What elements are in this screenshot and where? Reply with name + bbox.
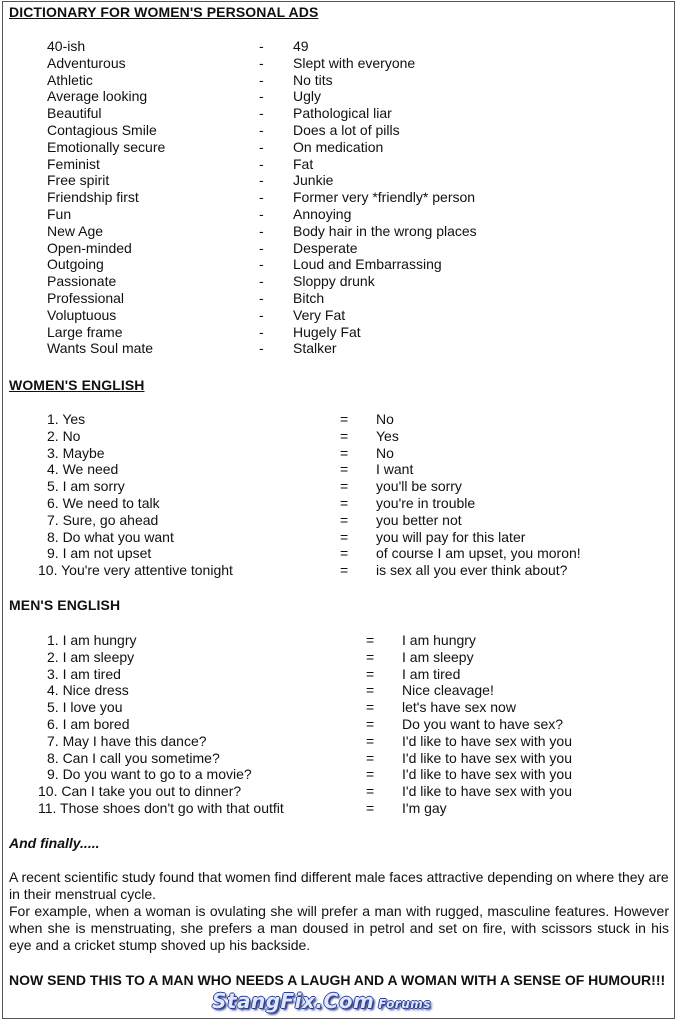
womens-english-sep: = — [340, 528, 349, 545]
womens-english-term: 6. We need to talk — [47, 495, 160, 511]
dictionary-sep: - — [259, 189, 264, 206]
mens-english-term: 2. I am sleepy — [47, 648, 135, 665]
dictionary-sep: - — [259, 71, 264, 88]
womens-english-term: 10. You're very attentive tonight — [38, 562, 233, 579]
dictionary-meaning: Very Fat — [293, 306, 346, 323]
dictionary-term: Adventurous — [47, 54, 126, 71]
dictionary-sep: - — [259, 290, 264, 306]
dictionary-sep: - — [259, 138, 264, 155]
mens-english-term: 8. Can I call you sometime? — [47, 749, 220, 766]
dictionary-sep: - — [259, 323, 264, 340]
paragraph-line: A recent scientific study found that women find different male faces attractive depending on where they are in their menstrual cycle. — [9, 869, 669, 902]
dictionary-meaning: Stalker — [293, 340, 337, 357]
dictionary-meaning: Former very *friendly* person — [293, 189, 476, 206]
womens-english-sep: = — [340, 545, 349, 562]
dictionary-term: Contagious Smile — [47, 122, 157, 138]
dictionary-meaning: Fat — [293, 155, 314, 172]
mens-english-term: 6. I am bored — [47, 716, 130, 732]
mens-english-meaning: I am sleepy — [402, 648, 474, 665]
womens-english-sep: = — [340, 478, 349, 495]
womens-english-sep: = — [340, 461, 349, 478]
dictionary-term: Large frame — [47, 323, 123, 340]
womens-english-sep: = — [340, 427, 349, 444]
womens-english-sep: = — [340, 562, 349, 579]
womens-english-term: 2. No — [47, 427, 81, 444]
dictionary-sep: - — [259, 38, 264, 54]
womens-english-term: 9. I am not upset — [47, 545, 152, 562]
mens-english-meaning: let's have sex now — [402, 699, 516, 716]
womens-english-meaning: you're in trouble — [376, 495, 476, 511]
mens-english-term: 5. I love you — [47, 699, 123, 716]
dictionary-sep: - — [259, 340, 264, 357]
dictionary-term: Professional — [47, 290, 125, 306]
mens-english-meaning: I'd like to have sex with you — [402, 783, 572, 800]
mens-english-sep: = — [366, 800, 375, 816]
mens-english-sep: = — [366, 665, 375, 682]
womens-english-meaning: No — [376, 411, 394, 427]
dictionary-meaning: Loud and Embarrassing — [293, 256, 442, 273]
womens-english-sep: = — [340, 511, 349, 528]
dictionary-term: 40-ish — [47, 38, 86, 54]
dictionary-meaning: Bitch — [293, 290, 325, 306]
mens-english-sep: = — [366, 699, 375, 716]
dictionary-sep: - — [259, 306, 264, 323]
dictionary-sep: - — [259, 239, 264, 256]
womens-english-sep: = — [340, 411, 349, 427]
dictionary-term: Open-minded — [47, 239, 132, 256]
dictionary-meaning: On medication — [293, 138, 384, 155]
dictionary-meaning: Junkie — [293, 172, 334, 189]
womens-english-meaning: you better not — [376, 511, 462, 528]
womens-english-term: 5. I am sorry — [47, 478, 125, 495]
mens-english-sep: = — [366, 749, 375, 766]
dictionary-meaning: Ugly — [293, 88, 322, 105]
dictionary-meaning: Desperate — [293, 239, 358, 256]
womens-english-term: 4. We need — [47, 461, 119, 478]
mens-english-meaning: I'd like to have sex with you — [402, 766, 572, 783]
womens-english-term: 7. Sure, go ahead — [47, 511, 159, 528]
mens-english-sep: = — [366, 648, 375, 665]
dictionary-sep: - — [259, 105, 264, 122]
dictionary-meaning: Body hair in the wrong places — [293, 222, 477, 239]
dictionary-sep: - — [259, 88, 264, 105]
womens-english-term: 1. Yes — [47, 411, 86, 427]
mens-english-term: 11. Those shoes don't go with that outfit — [38, 800, 284, 816]
dictionary-sep: - — [259, 222, 264, 239]
womens-english-term: 8. Do what you want — [47, 528, 174, 545]
dictionary-term: New Age — [47, 222, 104, 239]
dictionary-sep: - — [259, 206, 264, 222]
mens-english-meaning: Nice cleavage! — [402, 682, 494, 699]
dictionary-meaning: Sloppy drunk — [293, 273, 375, 290]
mens-english-heading: MEN'S ENGLISH — [9, 597, 121, 613]
womens-english-meaning: is sex all you ever think about? — [376, 562, 568, 579]
dictionary-sep: - — [259, 122, 264, 138]
womens-english-term: 3. Maybe — [47, 444, 105, 461]
dictionary-term: Friendship first — [47, 189, 139, 206]
mens-english-sep: = — [366, 783, 375, 800]
study-paragraph — [9, 869, 669, 954]
and-finally-heading: And finally..... — [9, 835, 100, 851]
womens-english-sep: = — [340, 495, 349, 511]
dictionary-meaning: No tits — [293, 71, 333, 88]
womens-english-meaning: of course I am upset, you moron! — [376, 545, 581, 562]
mens-english-sep: = — [366, 732, 375, 749]
womens-english-meaning: Yes — [376, 427, 399, 444]
mens-english-term: 1. I am hungry — [47, 632, 137, 648]
mens-english-sep: = — [366, 716, 375, 732]
dictionary-sep: - — [259, 155, 264, 172]
mens-english-term: 3. I am tired — [47, 665, 121, 682]
dictionary-sep: - — [259, 172, 264, 189]
dictionary-meaning: Annoying — [293, 206, 352, 222]
dictionary-meaning: Does a lot of pills — [293, 122, 400, 138]
womens-english-meaning: you'll be sorry — [376, 478, 462, 495]
dictionary-sep: - — [259, 273, 264, 290]
mens-english-meaning: I'm gay — [402, 800, 447, 816]
womens-english-sep: = — [340, 444, 349, 461]
mens-english-sep: = — [366, 766, 375, 783]
dictionary-term: Wants Soul mate — [47, 340, 154, 357]
watermark-main: StangFix.Com — [212, 989, 375, 1013]
mens-english-term: 4. Nice dress — [47, 682, 129, 699]
dictionary-term: Athletic — [47, 71, 93, 88]
dictionary-meaning: Hugely Fat — [293, 323, 361, 340]
dictionary-term: Feminist — [47, 155, 100, 172]
mens-english-sep: = — [366, 632, 375, 648]
mens-english-term: 7. May I have this dance? — [47, 732, 207, 749]
dictionary-term: Outgoing — [47, 256, 104, 273]
page-title: DICTIONARY FOR WOMEN'S PERSONAL ADS — [9, 4, 319, 20]
dictionary-sep: - — [259, 256, 264, 273]
dictionary-sep: - — [259, 54, 264, 71]
dictionary-meaning: Slept with everyone — [293, 54, 416, 71]
watermark-sub: Forums — [378, 997, 431, 1011]
mens-english-meaning: I am tired — [402, 665, 461, 682]
dictionary-term: Average looking — [47, 88, 148, 105]
mens-english-meaning: Do you want to have sex? — [402, 716, 564, 732]
dictionary-term: Fun — [47, 206, 72, 222]
womens-english-heading: WOMEN'S ENGLISH — [9, 377, 145, 393]
mens-english-meaning: I am hungry — [402, 632, 476, 648]
womens-english-meaning: you will pay for this later — [376, 528, 526, 545]
mens-english-meaning: I'd like to have sex with you — [402, 732, 572, 749]
mens-english-meaning: I'd like to have sex with you — [402, 749, 572, 766]
dictionary-meaning: Pathological liar — [293, 105, 392, 122]
dictionary-term: Emotionally secure — [47, 138, 166, 155]
womens-english-meaning: I want — [376, 461, 414, 478]
paragraph-line: For example, when a woman is ovulating she will prefer a man with rugged, masculine features. However when she is menstruating, she prefers a man doused in petrol and set on fire, with scissors stuck in his eye and a cricket stump shoved up his backside. — [9, 903, 669, 953]
watermark-logo — [212, 989, 431, 1015]
mens-english-sep: = — [366, 682, 375, 699]
womens-english-meaning: No — [376, 444, 394, 461]
dictionary-term: Free spirit — [47, 172, 110, 189]
mens-english-term: 10. Can I take you out to dinner? — [38, 783, 242, 800]
mens-english-term: 9. Do you want to go to a movie? — [47, 766, 252, 783]
closing-message: NOW SEND THIS TO A MAN WHO NEEDS A LAUGH AND A WOMAN WITH A SENSE OF HUMOUR!!! — [9, 972, 666, 988]
dictionary-term: Passionate — [47, 273, 117, 290]
dictionary-term: Voluptuous — [47, 306, 117, 323]
dictionary-term: Beautiful — [47, 105, 102, 122]
dictionary-meaning: 49 — [293, 38, 309, 54]
